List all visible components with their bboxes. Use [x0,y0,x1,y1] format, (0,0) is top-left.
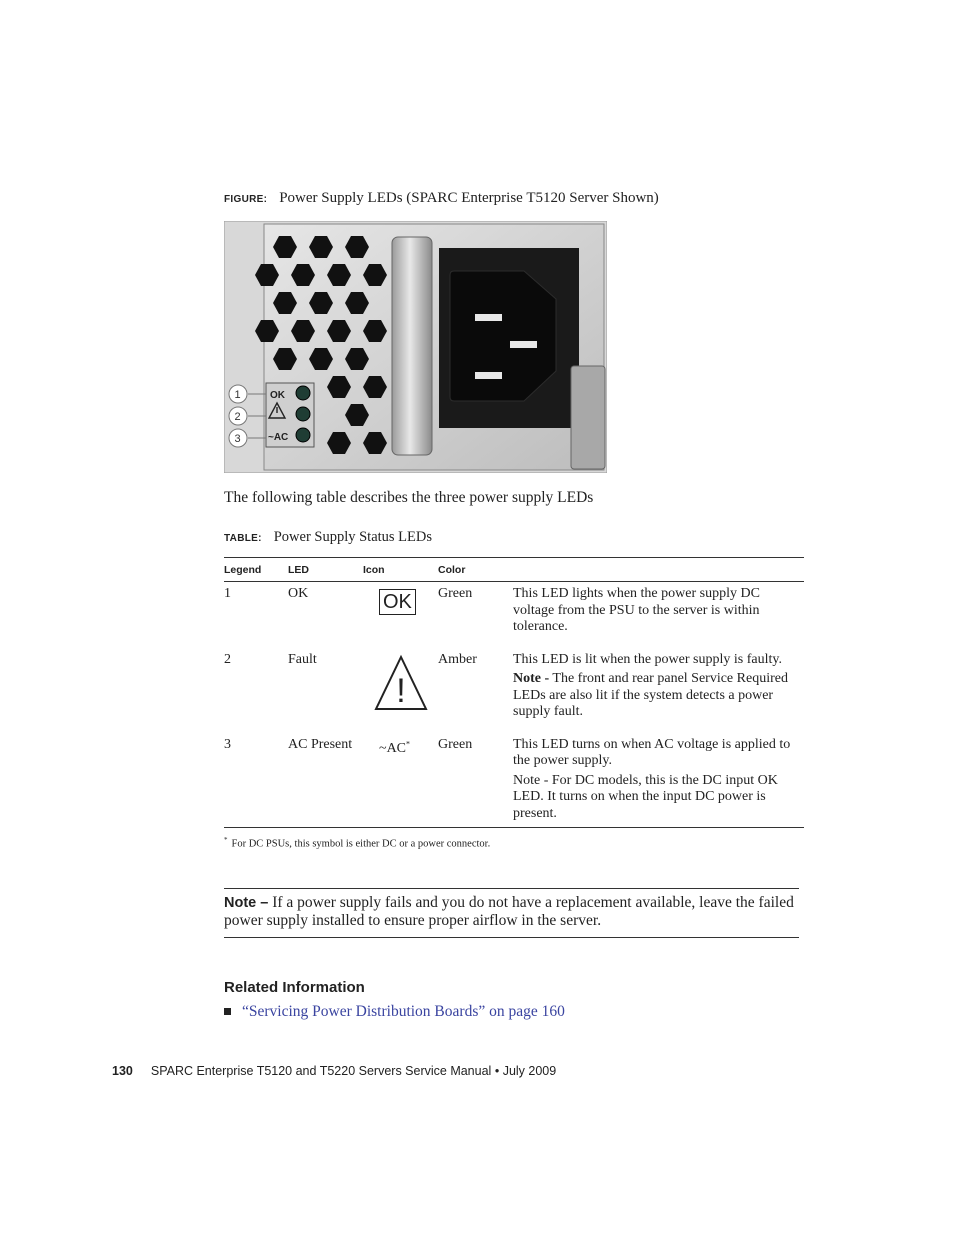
led-cell: Fault [288,651,317,667]
description-text: This LED is lit when the power supply is faulty. [513,651,782,667]
header-icon: Icon [363,558,438,582]
note-label: Note – [224,895,269,911]
table-tag: TABLE: [224,533,262,544]
figure-caption-text: Power Supply LEDs (SPARC Enterprise T5120 Server Shown) [279,190,659,206]
power-supply-figure [224,221,607,473]
latch-tab [571,366,605,469]
note-box [224,888,799,938]
ac-icon-text: ~AC [379,741,407,757]
ac-icon [379,741,410,756]
legend-cell: 3 [224,733,288,828]
note-text: If a power supply fails and you do not have a replacement available, leave the failed power supply installed to ensure proper airflow in the server. [224,894,794,929]
manual-title: SPARC Enterprise T5120 and T5220 Servers Service Manual [150,1064,492,1078]
description-note: Note - For DC models, this is the DC input OK LED. It turns on when the input DC power is present. [513,772,778,821]
description-cell [513,733,804,828]
note-label: Note - [513,671,550,686]
header-led: LED [288,558,363,582]
related-link[interactable]: “Servicing Power Distribution Boards” on page 160 [242,1003,565,1020]
table-row [224,648,804,733]
header-description [513,558,804,582]
psu-handle [392,237,432,455]
icon-cell [363,733,438,828]
icon-cell [363,582,438,648]
figure-tag: FIGURE: [224,194,268,205]
related-list [224,1003,565,1021]
table-row [224,582,804,648]
ok-icon: OK [379,589,416,615]
svg-text:OK: OK [270,390,285,401]
description-text: This LED lights when the power supply DC voltage from the PSU to the server is within tolerance. [513,586,760,634]
bullet-icon [224,1008,231,1015]
color-cell: Green [438,586,473,601]
related-heading: Related Information [224,979,365,996]
page-number: 130 [112,1064,133,1078]
ac-inlet-icon [439,248,579,428]
footnote-mark: * [406,739,411,749]
page-footer [112,1064,556,1078]
description-cell [513,582,804,648]
header-legend: Legend [224,558,288,582]
table-row [224,733,804,828]
led-status-table [224,557,804,828]
figure-caption [224,190,659,207]
footnote-text: For DC PSUs, this symbol is either DC or a power connector. [231,838,491,850]
description-text: This LED turns on when AC voltage is applied to the power supply. [513,736,791,768]
table-header-row [224,558,804,582]
footer-date: July 2009 [502,1064,557,1078]
header-color: Color [438,558,513,582]
led-panel [266,383,314,447]
table-footnote [224,836,490,850]
table-caption-text: Power Supply Status LEDs [273,529,433,545]
fault-warning-icon [373,654,429,712]
svg-text:3: 3 [234,433,241,445]
color-cell: Amber [438,651,477,667]
fault-icon-mark: ! [396,671,406,710]
intro-text: The following table describes the three power supply LEDs [224,489,594,506]
svg-text:2: 2 [234,411,241,423]
legend-cell: 2 [224,651,231,667]
color-cell: Green [438,733,513,828]
footnote-marker: * [224,836,228,844]
footer-separator: • [494,1064,500,1078]
table-caption [224,529,432,546]
description-cell [513,648,804,733]
description-note [513,671,804,721]
svg-text:~AC: ~AC [268,432,289,443]
note-text: The front and rear panel Service Required LEDs are also lit if the system detects a power supply fault. [513,671,788,719]
led-cell: AC Present [288,733,363,828]
svg-text:1: 1 [234,389,241,401]
led-cell: OK [288,586,309,601]
icon-cell [363,648,438,733]
legend-cell: 1 [224,586,231,601]
